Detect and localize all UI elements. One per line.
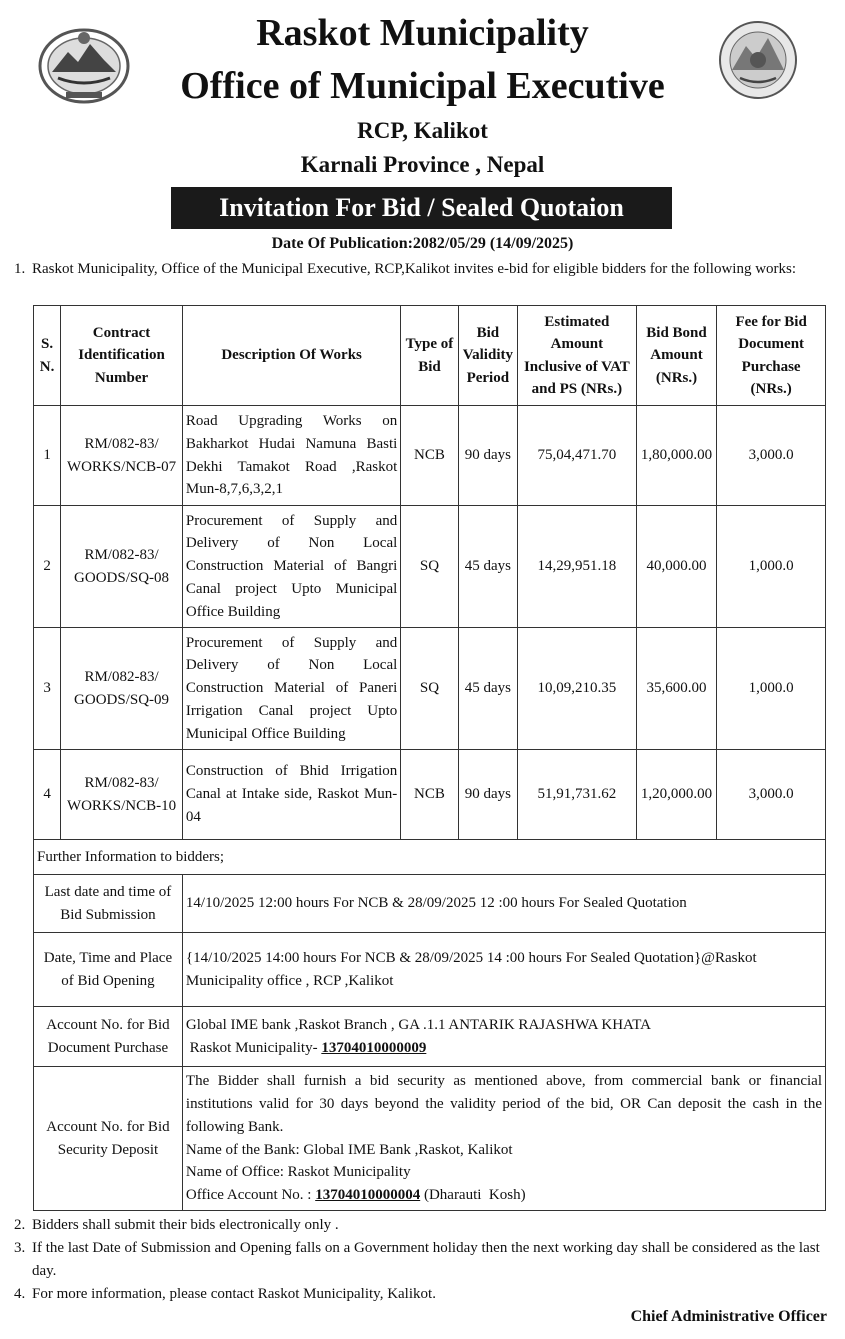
deposit-office: Name of Office: Raskot Municipality (185, 1164, 411, 1181)
cell-sn: 1 (34, 406, 61, 506)
table-header-row (34, 306, 826, 406)
deposit-account-prefix: Office Account No. : (185, 1187, 316, 1204)
cell-type: SQ (401, 628, 458, 750)
cell-description: Construction of Bhid Irrigation Canal at Intake side, Raskot Mun-04 (182, 750, 400, 840)
signature-title: Chief Administrative Officer (630, 1308, 827, 1325)
cell-validity: 90 days (458, 406, 517, 506)
note-text: If the last Date of Submission and Opening falls on a Government holiday then the next working day shall be considered as the last day. (32, 1240, 820, 1279)
cell-description: Procurement of Supply and Delivery of Non Local Construction Material of Paneri Irrigation Canal project Upto Municipal Office Building (182, 628, 400, 750)
list-item (14, 1214, 826, 1237)
notes-list (14, 1214, 826, 1306)
cell-fee: 3,000.0 (717, 750, 826, 840)
cell-contract-id: RM/082-83/ WORKS/NCB-10 (61, 750, 183, 840)
publication-date: Date Of Publication:2082/05/29 (14/09/2025) (271, 235, 574, 252)
purchase-label: Account No. for Bid Document Purchase (34, 1007, 183, 1067)
purchase-account-line (186, 1037, 822, 1060)
cell-contract-id: RM/082-83/ WORKS/NCB-07 (61, 406, 183, 506)
notice-banner: Invitation For Bid / Sealed Quotaion (171, 187, 672, 229)
header-type: Type of Bid (401, 306, 458, 406)
note-text: For more information, please contact Raskot Municipality, Kalikot. (32, 1286, 436, 1302)
cell-bond: 40,000.00 (636, 506, 717, 628)
deposit-account-suffix: (Dharauti Kosh) (420, 1187, 526, 1204)
header-estimated: Estimated Amount Inclusive of VAT and PS (NRs.) (518, 306, 637, 406)
cell-fee: 1,000.0 (717, 506, 826, 628)
cell-bond: 35,600.00 (636, 628, 717, 750)
header-sn: S. N. (34, 306, 61, 406)
deposit-account-number: 13704010000004 (315, 1187, 421, 1204)
cell-sn: 3 (34, 628, 61, 750)
purchase-account-prefix: Raskot Municipality- (185, 1039, 322, 1056)
submission-row (34, 875, 826, 933)
office-title: Office of Municipal Executive (180, 65, 665, 107)
intro-number: 1. (14, 261, 26, 277)
list-item (14, 1283, 826, 1306)
deposit-label: Account No. for Bid Security Deposit (34, 1067, 183, 1211)
submission-label: Last date and time of Bid Submission (34, 875, 183, 933)
cell-type: NCB (401, 406, 458, 506)
list-item (14, 1237, 826, 1283)
purchase-bank-line: Global IME bank ,Raskot Branch , GA .1.1 ANTARIK RAJASHWA KHATA (185, 1016, 651, 1033)
intro-paragraph (14, 258, 826, 281)
header-fee: Fee for Bid Document Purchase (NRs.) (717, 306, 826, 406)
note-number: 2. (14, 1217, 26, 1233)
note-number: 4. (14, 1286, 26, 1302)
cell-estimated: 10,09,210.35 (518, 628, 637, 750)
table-row (34, 506, 826, 628)
deposit-value (182, 1067, 825, 1211)
table-row (34, 628, 826, 750)
cell-contract-id: RM/082-83/ GOODS/SQ-09 (61, 628, 183, 750)
cell-description: Procurement of Supply and Delivery of Non Local Construction Material of Bangri Canal project Upto Municipal Office Building (182, 506, 400, 628)
cell-type: SQ (401, 506, 458, 628)
cell-description: Road Upgrading Works on Bakharkot Hudai Namuna Basti Dekhi Tamakot Road ,Raskot Mun-8,7,6,3,2,1 (182, 406, 400, 506)
opening-label: Date, Time and Place of Bid Opening (34, 933, 183, 1007)
cell-validity: 90 days (458, 750, 517, 840)
cell-fee: 1,000.0 (717, 628, 826, 750)
opening-value: {14/10/2025 14:00 hours For NCB & 28/09/2025 14 :00 hours For Sealed Quotation}@Raskot Municipality office , RCP ,Kalikot (182, 933, 825, 1007)
submission-value: 14/10/2025 12:00 hours For NCB & 28/09/2025 12 :00 hours For Sealed Quotation (182, 875, 825, 933)
cell-fee: 3,000.0 (717, 406, 826, 506)
note-number: 3. (14, 1240, 26, 1256)
cell-contract-id: RM/082-83/ GOODS/SQ-08 (61, 506, 183, 628)
cell-estimated: 51,91,731.62 (518, 750, 637, 840)
deposit-account-line (186, 1184, 822, 1207)
municipality-title: Raskot Municipality (256, 12, 589, 54)
address-line-1: RCP, Kalikot (357, 118, 488, 143)
further-info-row (34, 840, 826, 875)
deposit-row (34, 1067, 826, 1211)
cell-sn: 4 (34, 750, 61, 840)
note-text: Bidders shall submit their bids electronically only . (32, 1217, 339, 1233)
cell-bond: 1,80,000.00 (636, 406, 717, 506)
opening-row (34, 933, 826, 1007)
cell-estimated: 75,04,471.70 (518, 406, 637, 506)
bid-table (33, 305, 826, 1211)
header-validity: Bid Validity Period (458, 306, 517, 406)
cell-type: NCB (401, 750, 458, 840)
purchase-value (182, 1007, 825, 1067)
cell-sn: 2 (34, 506, 61, 628)
further-info-text: Further Information to bidders; (34, 840, 826, 875)
header-bond: Bid Bond Amount (NRs.) (636, 306, 717, 406)
purchase-row (34, 1007, 826, 1067)
address-line-2: Karnali Province , Nepal (300, 152, 545, 177)
table-row (34, 406, 826, 506)
cell-bond: 1,20,000.00 (636, 750, 717, 840)
table-row (34, 750, 826, 840)
deposit-bank: Name of the Bank: Global IME Bank ,Raskot, Kalikot (185, 1141, 513, 1158)
deposit-paragraph: The Bidder shall furnish a bid security as mentioned above, from commercial bank or financial institutions valid for 30 days beyond the validity period of the bid, OR Can deposit the cash in the following Bank. (185, 1073, 822, 1135)
cell-validity: 45 days (458, 506, 517, 628)
intro-text: Raskot Municipality, Office of the Municipal Executive, RCP,Kalikot invites e-bid for eligible bidders for the following works: (32, 261, 797, 277)
header-contract-id: Contract Identification Number (61, 306, 183, 406)
cell-validity: 45 days (458, 628, 517, 750)
cell-estimated: 14,29,951.18 (518, 506, 637, 628)
purchase-account-number: 13704010000009 (321, 1039, 427, 1056)
header-description: Description Of Works (182, 306, 400, 406)
